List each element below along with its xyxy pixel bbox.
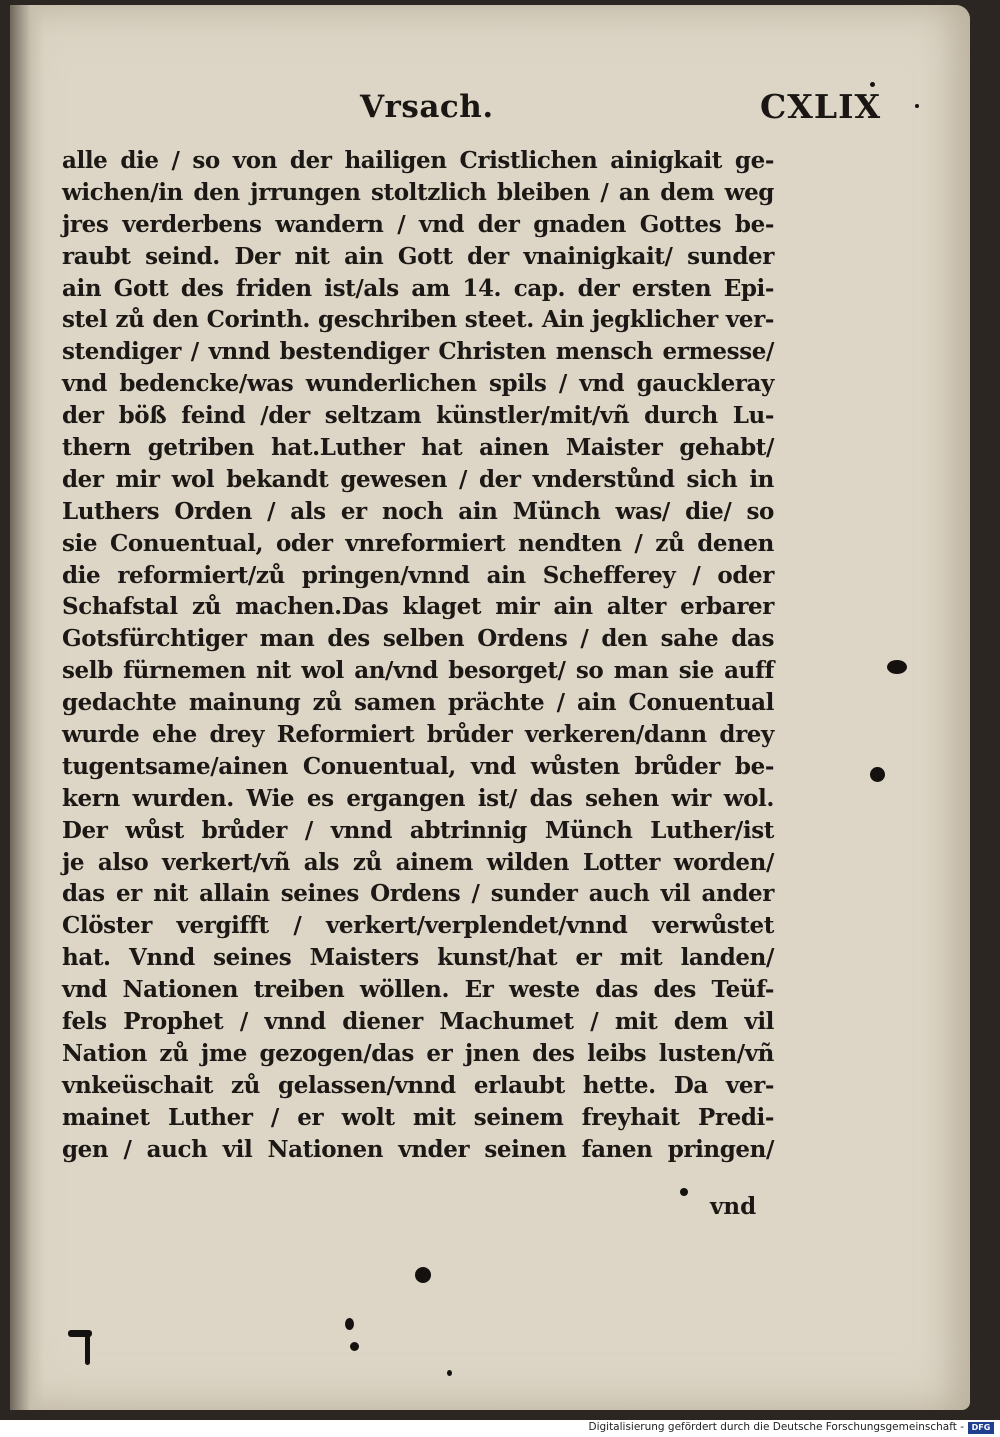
- text-line: mainet Luther / er wolt mit seinem freyhait Predi-: [62, 1103, 774, 1131]
- text-line: raubt seind. Der nit ain Gott der vnainigkait/ sunder: [62, 242, 774, 270]
- book-page: [10, 5, 970, 1410]
- text-line: gedachte mainung zů samen prächte / ain Conuentual: [62, 689, 774, 717]
- text-line: Gotsfürchtiger man des selben Ordens / den sahe das: [62, 625, 774, 653]
- text-line: Der wůst brůder / vnnd abtrinnig Münch Luther/ist: [62, 816, 774, 844]
- ink-blot: [870, 82, 875, 87]
- ink-blot: [680, 1188, 688, 1196]
- text-line: selb fürnemen nit wol an/vnd besorget/ so man sie auff: [62, 657, 774, 685]
- text-line: kern wurden. Wie es ergangen ist/ das sehen wir wol.: [62, 784, 774, 812]
- text-line: vnd bedencke/was wunderlichen spils / vnd gauckleray: [62, 370, 774, 398]
- ink-blot: [887, 660, 907, 674]
- text-line: je also verkert/vñ als zů ainem wilden Lotter worden/: [62, 848, 774, 876]
- funding-credit: Digitalisierung gefördert durch die Deutsche Forschungsgemeinschaft -: [588, 1421, 964, 1433]
- dfg-logo: DFG: [968, 1422, 994, 1434]
- text-line: Luthers Orden / als er noch ain Münch was/ die/ so: [62, 497, 774, 525]
- text-line: thern getriben hat.Luther hat ainen Maister gehabt/: [62, 434, 774, 462]
- ink-blot: [345, 1318, 354, 1330]
- ink-blot: [85, 1335, 90, 1365]
- folio-number: CXLIX: [760, 87, 882, 126]
- text-line: jres verderbens wandern / vnd der gnaden Gottes be-: [62, 210, 774, 238]
- body-text: [62, 145, 774, 1166]
- text-line: Clöster vergifft / verkert/verplendet/vnnd verwůstet: [62, 912, 774, 940]
- ink-blot: [915, 104, 919, 108]
- ink-blot: [447, 1370, 452, 1376]
- text-line: alle die / so von der hailigen Cristlichen ainigkait ge-: [62, 147, 774, 174]
- text-line: die reformiert/zů pringen/vnnd ain Schefferey / oder: [62, 561, 774, 589]
- text-line: stel zů den Corinth. geschriben steet. Ain jegklicher ver-: [62, 306, 774, 334]
- text-line: vnd Nationen treiben wöllen. Er weste das des Teüf-: [62, 976, 774, 1004]
- page-gutter: [10, 5, 44, 1410]
- text-line: sie Conuentual, oder vnreformiert nendten / zů denen: [62, 529, 774, 557]
- ink-blot: [415, 1267, 431, 1283]
- text-line: wurde ehe drey Reformiert brůder verkeren/dann drey: [62, 721, 774, 749]
- ink-blot: [870, 767, 885, 782]
- text-line: tugentsame/ainen Conuentual, vnd wůsten brůder be-: [62, 752, 774, 780]
- text-line: Nation zů jme gezogen/das er jnen des leibs lusten/vñ: [62, 1039, 774, 1067]
- catchword: vnd: [710, 1193, 757, 1220]
- text-line: der mir wol bekandt gewesen / der vnderstůnd sich in: [62, 465, 774, 493]
- text-line: ain Gott des friden ist/als am 14. cap. der ersten Epi-: [62, 274, 774, 302]
- text-line: der böß feind /der seltzam künstler/mit/vñ durch Lu-: [62, 402, 774, 430]
- text-line: wichen/in den jrrungen stoltzlich bleiben / an dem weg: [62, 178, 774, 206]
- text-line: Schafstal zů machen.Das klaget mir ain alter erbarer: [62, 593, 774, 621]
- text-line: stendiger / vnnd bestendiger Christen mensch ermesse/: [62, 338, 774, 366]
- text-line: das er nit allain seines Ordens / sunder auch vil ander: [62, 880, 774, 908]
- text-line: hat. Vnnd seines Maisters kunst/hat er mit landen/: [62, 944, 774, 972]
- ink-blot: [350, 1342, 359, 1351]
- running-head: Vrsach.: [360, 89, 494, 125]
- text-line: fels Prophet / vnnd diener Machumet / mit dem vil: [62, 1008, 774, 1036]
- text-line: gen / auch vil Nationen vnder seinen fanen pringen/: [62, 1135, 774, 1163]
- text-line: vnkeüschait zů gelassen/vnnd erlaubt hette. Da ver-: [62, 1071, 774, 1099]
